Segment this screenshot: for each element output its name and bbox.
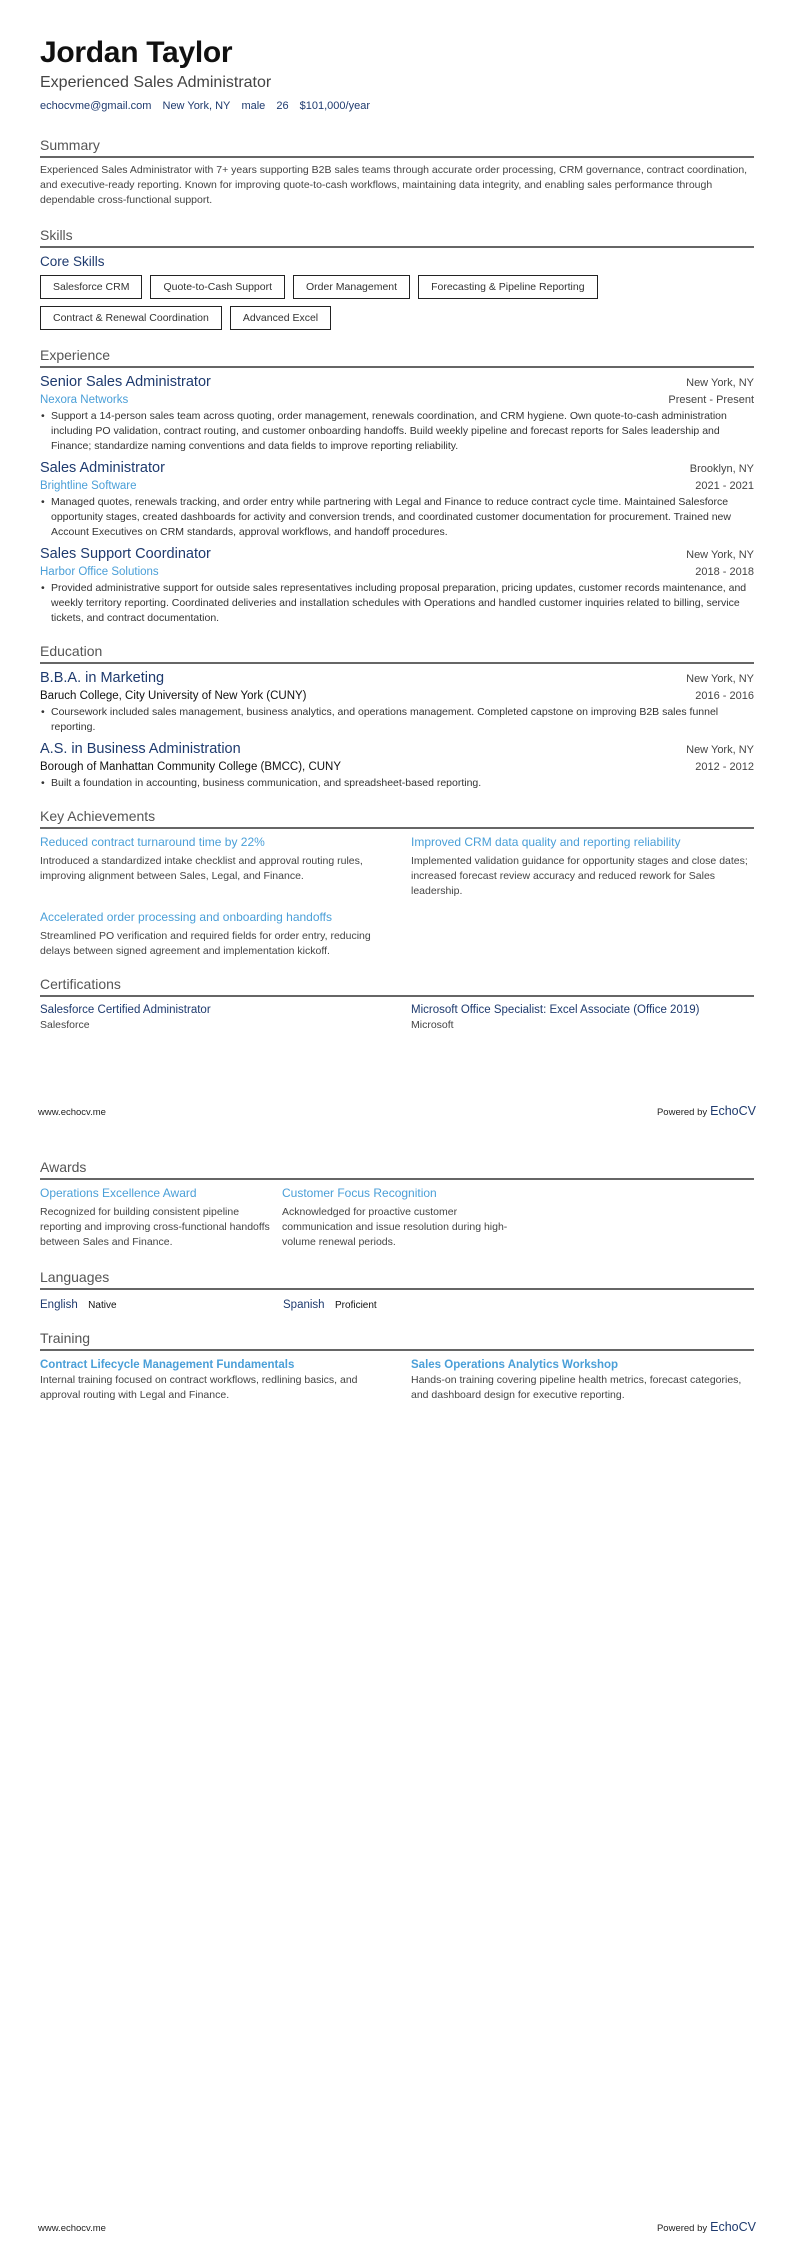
certification-title: Microsoft Office Specialist: Excel Associate (Office 2019) xyxy=(411,1004,700,1016)
contact-line xyxy=(40,98,754,114)
education-bullets xyxy=(40,776,754,791)
contact-email[interactable]: echocvme@gmail.com xyxy=(40,100,152,112)
brand-logo-text[interactable]: EchoCV xyxy=(710,1104,756,1118)
school-location: New York, NY xyxy=(686,673,754,685)
experience-entry xyxy=(40,545,754,626)
section-heading-summary: Summary xyxy=(40,136,754,158)
certification-item xyxy=(411,1002,754,1033)
job-title: Senior Sales Administrator xyxy=(40,374,211,390)
page-footer xyxy=(38,2220,756,2234)
summary-text: Experienced Sales Administrator with 7+ years supporting B2B sales teams through accurate order processing, CRM governance, contract coordination, and executive-ready reporting. Known for improving quote-to-cash workflows, maintaining data integrity, and enabling sales performance through dependable cross-functional support. xyxy=(40,164,748,206)
education-entry xyxy=(40,740,754,791)
section-heading-experience: Experience xyxy=(40,346,754,368)
footer-website-link[interactable]: www.echocv.me xyxy=(38,1107,106,1118)
job-dates: 2021 - 2021 xyxy=(695,480,754,492)
skill-chip: Salesforce CRM xyxy=(40,275,142,299)
achievement-item xyxy=(40,909,383,959)
school-name: Borough of Manhattan Community College (BMCC), CUNY xyxy=(40,761,342,773)
company-name: Brightline Software xyxy=(40,480,137,492)
training-grid xyxy=(40,1357,754,1403)
achievement-text: Streamlined PO verification and required fields for order entry, reducing delays between signed agreement and implementation kickoff. xyxy=(40,930,371,957)
section-heading-training: Training xyxy=(40,1329,754,1351)
section-heading-languages: Languages xyxy=(40,1268,754,1290)
contact-location: New York, NY xyxy=(162,100,231,112)
candidate-title: Experienced Sales Administrator xyxy=(40,74,272,91)
experience-entry xyxy=(40,459,754,540)
skill-chip: Quote-to-Cash Support xyxy=(150,275,285,299)
awards-section xyxy=(40,1158,754,1250)
job-title: Sales Administrator xyxy=(40,460,165,476)
experience-entry xyxy=(40,373,754,454)
award-text: Recognized for building consistent pipeline reporting and improving cross-functional handoffs between Sales and Finance. xyxy=(40,1206,270,1248)
language-item xyxy=(40,1295,283,1313)
job-bullet: • Support a 14-person sales team across quoting, order management, renewals coordination, and CRM hygiene. Own quote-to-cash administration including PO validation, contract routing, and customer onboarding handoffs. Build weekly pipeline and forecast reports for Sales leadership and Finance; standardize naming conventions and data fields to improve reporting reliability. xyxy=(40,409,754,454)
section-heading-achievements: Key Achievements xyxy=(40,807,754,829)
language-name: Spanish xyxy=(283,1299,325,1311)
page-1-content xyxy=(40,36,754,1033)
skill-chip: Advanced Excel xyxy=(230,306,331,330)
education-bullets xyxy=(40,705,754,735)
training-section xyxy=(40,1329,754,1403)
achievement-title: Accelerated order processing and onboarding handoffs xyxy=(40,910,332,924)
achievement-item xyxy=(411,834,754,899)
certifications-section xyxy=(40,975,754,1033)
certifications-grid xyxy=(40,1002,754,1033)
language-name: English xyxy=(40,1299,78,1311)
section-heading-awards: Awards xyxy=(40,1158,754,1180)
achievement-text: Introduced a standardized intake checklist and approval routing rules, improving alignment between Sales, Legal, and Finance. xyxy=(40,855,363,882)
achievement-item xyxy=(40,834,383,899)
languages-section xyxy=(40,1268,754,1313)
achievements-grid xyxy=(40,834,754,959)
skills-section xyxy=(40,226,754,330)
footer-powered-by xyxy=(657,2220,756,2234)
award-item xyxy=(282,1185,512,1250)
languages-list xyxy=(40,1295,754,1313)
powered-by-label: Powered by xyxy=(656,2223,708,2234)
job-bullet: • Managed quotes, renewals tracking, and order entry while partnering with Legal and Finance to reduce contract cycle time. Maintained Salesforce opportunity stages, created dashboards for activity and conversion trends, and coordinated customer documentation for procurement. Trained new Account Executives on CRM standards, approval workflows, and handoff procedures. xyxy=(40,495,754,540)
education-entry xyxy=(40,669,754,735)
job-dates: 2018 - 2018 xyxy=(695,566,754,578)
education-section xyxy=(40,642,754,791)
degree-title: A.S. in Business Administration xyxy=(40,741,241,757)
education-dates: 2012 - 2012 xyxy=(695,761,754,773)
job-title: Sales Support Coordinator xyxy=(40,546,211,562)
language-level: Proficient xyxy=(335,1300,377,1311)
training-title: Contract Lifecycle Management Fundamentals xyxy=(40,1359,295,1371)
section-heading-education: Education xyxy=(40,642,754,664)
contact-age: 26 xyxy=(276,100,289,112)
certification-title: Salesforce Certified Administrator xyxy=(40,1004,211,1016)
page-footer xyxy=(38,1104,756,1118)
company-name: Harbor Office Solutions xyxy=(40,566,159,578)
footer-powered-by xyxy=(657,1104,756,1118)
education-bullet: • Built a foundation in accounting, business communication, and spreadsheet-based reporting. xyxy=(40,776,754,791)
page-2-content xyxy=(40,1158,754,1403)
company-name: Nexora Networks xyxy=(40,394,129,406)
job-bullets xyxy=(40,409,754,454)
job-bullets xyxy=(40,495,754,540)
skill-chip: Forecasting & Pipeline Reporting xyxy=(418,275,598,299)
powered-by-label: Powered by xyxy=(656,1107,708,1118)
job-dates: Present - Present xyxy=(668,394,754,406)
award-item xyxy=(40,1185,270,1250)
footer-website-link[interactable]: www.echocv.me xyxy=(38,2223,106,2234)
achievements-section xyxy=(40,807,754,959)
job-location: New York, NY xyxy=(686,549,754,561)
achievement-text: Implemented validation guidance for opportunity stages and close dates; increased forecast review accuracy and reduced rework for Sales leadership. xyxy=(411,855,748,897)
certification-issuer: Salesforce xyxy=(40,1019,90,1031)
job-bullet: • Provided administrative support for outside sales representatives including proposal preparation, pricing updates, customer records maintenance, and weekly territory reporting. Coordinated deliveries and installation schedules with Operations and handled customer inquiries related to billing, service tickets, and contract documentation. xyxy=(40,581,754,626)
achievement-title: Reduced contract turnaround time by 22% xyxy=(40,835,265,849)
job-bullets xyxy=(40,581,754,626)
achievement-title: Improved CRM data quality and reporting reliability xyxy=(411,835,681,849)
language-level: Native xyxy=(88,1300,117,1311)
education-dates: 2016 - 2016 xyxy=(695,690,754,702)
language-item xyxy=(283,1295,526,1313)
school-name: Baruch College, City University of New York (CUNY) xyxy=(40,690,307,702)
awards-grid xyxy=(40,1185,754,1250)
school-location: New York, NY xyxy=(686,744,754,756)
brand-logo-text[interactable]: EchoCV xyxy=(710,2220,756,2234)
resume-header xyxy=(40,36,754,114)
skill-chip: Contract & Renewal Coordination xyxy=(40,306,222,330)
skills-group-title: Core Skills xyxy=(40,254,105,269)
degree-title: B.B.A. in Marketing xyxy=(40,670,165,686)
job-location: Brooklyn, NY xyxy=(689,463,754,475)
experience-section xyxy=(40,346,754,626)
summary-section xyxy=(40,136,754,208)
skills-chip-list xyxy=(40,275,754,330)
section-heading-certifications: Certifications xyxy=(40,975,754,997)
training-item xyxy=(40,1357,383,1403)
training-item xyxy=(411,1357,754,1403)
certification-item xyxy=(40,1002,383,1033)
award-title: Customer Focus Recognition xyxy=(282,1186,437,1200)
certification-issuer: Microsoft xyxy=(411,1019,454,1031)
training-text: Internal training focused on contract workflows, redlining basics, and approval routing with Legal and Finance. xyxy=(40,1374,358,1401)
contact-gender: male xyxy=(241,100,266,112)
training-title: Sales Operations Analytics Workshop xyxy=(411,1359,619,1371)
skill-chip: Order Management xyxy=(293,275,410,299)
resume-page-2 xyxy=(0,1123,794,2246)
award-title: Operations Excellence Award xyxy=(40,1186,197,1200)
training-text: Hands-on training covering pipeline health metrics, forecast categories, and dashboard design for executive reporting. xyxy=(411,1374,742,1401)
candidate-name: Jordan Taylor xyxy=(40,36,233,69)
education-bullet: • Coursework included sales management, business analytics, and operations management. Completed capstone on improving B2B sales funnel reporting. xyxy=(40,705,754,735)
section-heading-skills: Skills xyxy=(40,226,754,248)
job-location: New York, NY xyxy=(686,377,754,389)
award-text: Acknowledged for proactive customer communication and issue resolution during high-volume renewal periods. xyxy=(282,1206,508,1248)
contact-salary: $101,000/year xyxy=(299,100,370,112)
